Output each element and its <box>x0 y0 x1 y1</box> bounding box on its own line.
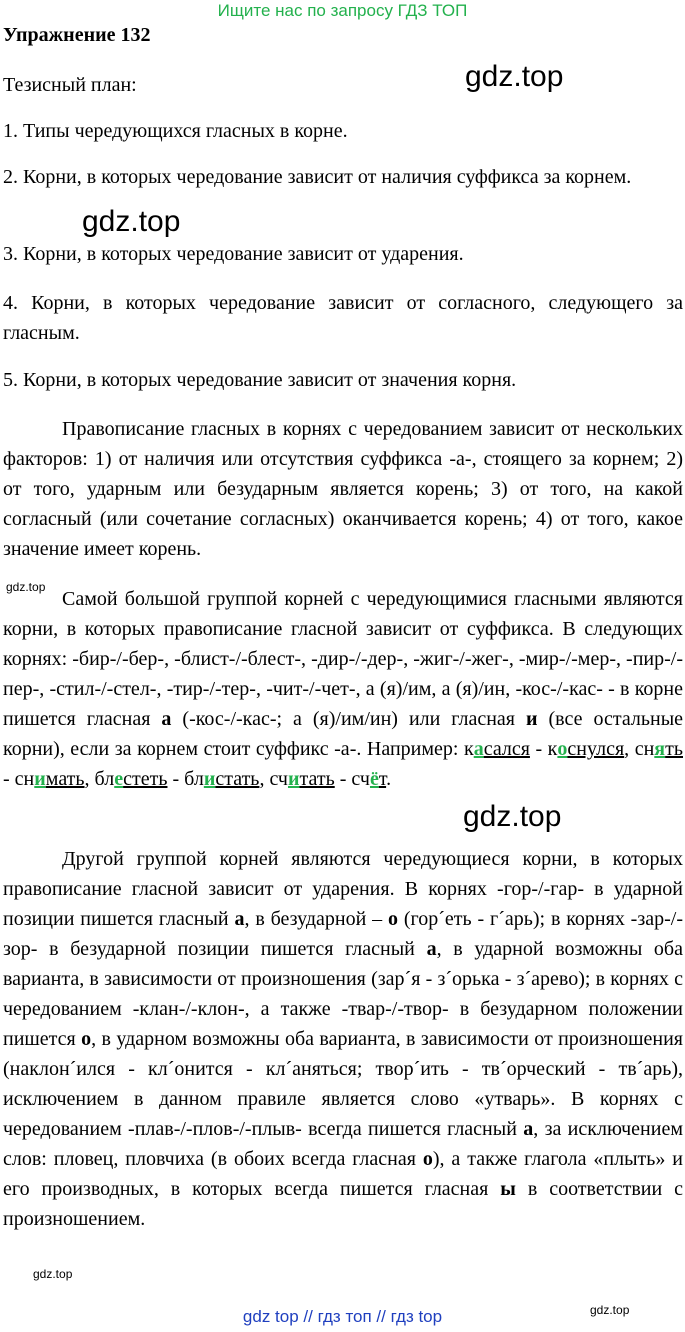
example-word-end: ть <box>665 738 683 760</box>
bold-letter: о <box>422 1148 433 1170</box>
plan-heading: Тезисный план: <box>3 74 137 96</box>
exercise-title: Упражнение 132 <box>3 24 151 46</box>
example-word-start: бл <box>94 768 115 790</box>
plan-item: 4. Корни, в которых чередование зависит от согласного, следующего за гласным. <box>3 292 683 344</box>
example-separator: , <box>624 738 635 760</box>
plan-item: 2. Корни, в которых чередование зависит от наличия суффикса за корнем. <box>3 166 632 188</box>
top-banner[interactable]: Ищите нас по запросу ГДЗ ТОП <box>217 1 468 20</box>
example-word-start: бл <box>184 768 204 790</box>
bold-letter: ы <box>500 1178 516 1200</box>
example-word-start: сч <box>351 768 370 790</box>
watermark-gdz-top-small: gdz.top <box>6 580 46 594</box>
paragraph-factors: Правописание гласных в корнях с чередованием зависит от нескольких факторов: 1) от наличия или отсутствия суффикса -а-, стоящего за корнем; 2) от того, ударным или безударным является корень; 3) от того, на какой согласный (или сочетание согласных) оканчивается корень; 4) от того, какое значение имеет корень. <box>3 418 683 560</box>
example-word-start: к <box>463 738 474 760</box>
example-separator: - <box>334 768 352 790</box>
para-text: , в безударной – <box>244 908 389 930</box>
example-word-end: т <box>378 768 387 790</box>
example-separator: - <box>167 768 185 790</box>
paragraph-stress-roots <box>3 844 683 1234</box>
para-text: (-кос-/-кас-; а (я)/им/ин) или гласная <box>171 708 526 730</box>
example-separator: , <box>84 768 95 790</box>
example-word-end: снулся <box>567 738 625 760</box>
example-word-end: мать <box>45 768 85 790</box>
example-word <box>15 768 85 790</box>
para-text: ), а также глагола «плыть» и его производных, в которых всегда пишется гласная <box>3 1148 683 1200</box>
example-word <box>635 738 683 760</box>
example-word-end: тать <box>299 768 335 790</box>
watermark-gdz-top: gdz.top <box>82 205 181 238</box>
example-word <box>269 768 334 790</box>
bold-letter: а <box>523 1118 534 1140</box>
highlighted-vowel: о <box>557 738 568 760</box>
example-word-start: к <box>547 738 558 760</box>
para-text: Самой большой группой корней с чередующимися гласными являются корни, в которых правописание гласной зависит от суффикса. В следующих корнях: -бир-/-бер-, -блист-/-блест-, -дир-/-дер-, -жиг-/-жег-, -мир-/-мер-, -пир-/-пер-, -стил-/-стел-, -тир-/-тер-, -чит-/-чет-, а (я)/им, а (я)/ин, -кос-/-кас- - в корне пишется гласная <box>3 588 683 730</box>
watermark-gdz-top-small: gdz.top <box>590 1303 630 1317</box>
example-word-end: сался <box>483 738 530 760</box>
para-text: , в ударной возможны оба варианта, в зависимости от произношения (зар´я - з´орька - з´арево); в корнях с чередованием -клан-/-клон-, а также -твар-/-твор- в безударном положении пишется <box>3 938 683 1050</box>
para-text: , за исключением слов: пловец, пловчиха (в обоих всегда гласная <box>3 1118 683 1170</box>
highlighted-vowel: ё <box>369 768 379 790</box>
bold-letter: а <box>161 708 172 730</box>
example-word-end: стеть <box>123 768 168 790</box>
bold-letter: а <box>234 908 245 930</box>
example-separator: , <box>259 768 270 790</box>
para-text: , в ударном возможны оба варианта, в зависимости от произношения (наклон´ился - кл´онится - кл´аняться; твор´ить - тв´орческий - тв´арь), исключением в данном правиле является слово «утварь». В корнях с чередованием -плав-/-плов-/-плыв- всегда пишется гласный <box>3 1028 683 1140</box>
watermark-gdz-top: gdz.top <box>463 800 562 833</box>
example-word-start: сч <box>269 768 288 790</box>
highlighted-vowel: а <box>473 738 484 760</box>
plan-item: 3. Корни, в которых чередование зависит от ударения. <box>3 243 464 265</box>
watermark-gdz-top: gdz.top <box>465 60 564 93</box>
bold-letter: и <box>526 708 538 730</box>
highlighted-vowel: и <box>203 768 216 790</box>
example-word <box>184 768 259 790</box>
highlighted-vowel: и <box>34 768 46 790</box>
example-word <box>464 738 530 760</box>
bold-letter: о <box>81 1028 92 1050</box>
example-word-start: сн <box>14 768 35 790</box>
paragraph-suffix-roots <box>3 584 683 794</box>
example-separator: - <box>3 768 15 790</box>
plan-item: 5. Корни, в которых чередование зависит от значения корня. <box>3 369 517 391</box>
highlighted-vowel: и <box>287 768 300 790</box>
highlighted-vowel: е <box>114 768 124 790</box>
watermark-gdz-top-small: gdz.top <box>33 1267 73 1281</box>
para-text: (гор´еть - г´арь); в корнях -зар-/-зор- в безударной позиции пишется гласный <box>3 908 684 960</box>
footer-links[interactable]: gdz top // гдз топ // гдз top <box>242 1307 443 1326</box>
highlighted-vowel: я <box>654 738 666 760</box>
para-text: (все остальные корни), если за корнем стоит суффикс -а-. Например: <box>3 708 684 760</box>
bold-letter: а <box>426 938 437 960</box>
para-text: Другой группой корней являются чередующиеся корни, в которых правописание гласной зависит от ударения. В корнях -гор-/-гар- в ударной позиции пишется гласный <box>3 848 683 930</box>
example-word-end: стать <box>215 768 260 790</box>
example-separator: . <box>386 768 392 790</box>
example-word <box>351 768 386 790</box>
example-separator: - <box>529 738 548 760</box>
example-word <box>95 768 168 790</box>
example-word-start: сн <box>634 738 655 760</box>
para-text: в соответствии с произношением. <box>3 1178 684 1230</box>
bold-letter: о <box>388 908 399 930</box>
plan-item: 1. Типы чередующихся гласных в корне. <box>3 120 348 142</box>
example-word <box>548 738 624 760</box>
